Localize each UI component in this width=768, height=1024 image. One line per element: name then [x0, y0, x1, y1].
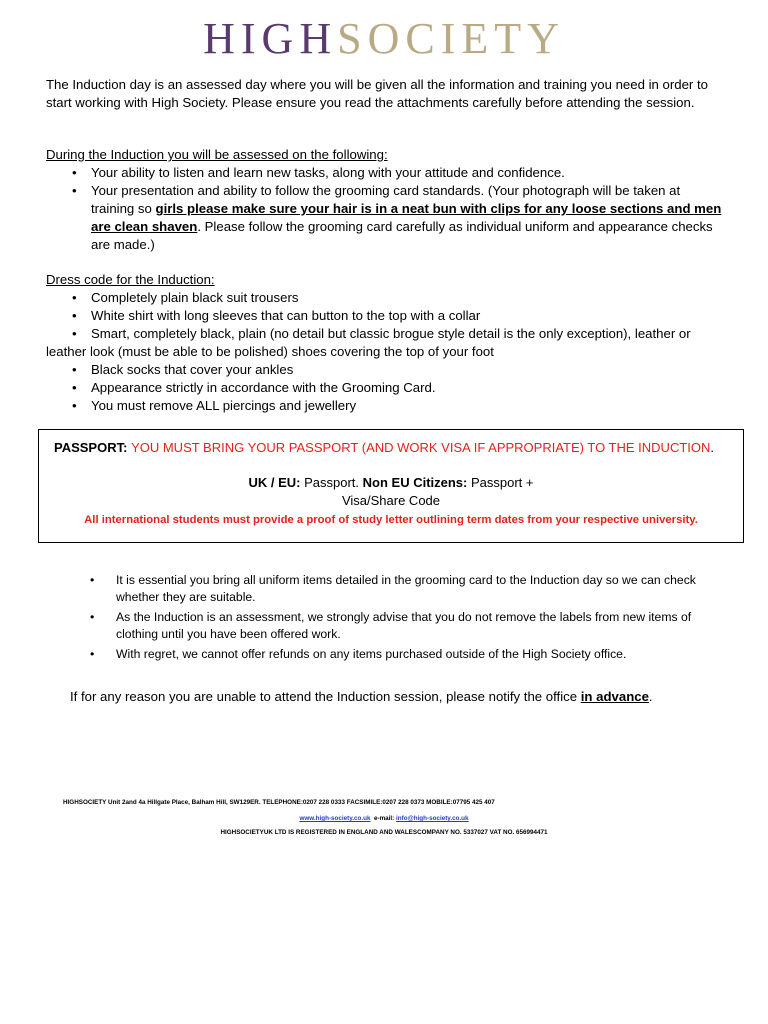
list-item: [46, 307, 726, 325]
list-item-text: With regret, we cannot offer refunds on any items purchased outside of the High Society office.: [116, 647, 627, 661]
bullet-icon: •: [90, 610, 95, 624]
list-item: [90, 572, 720, 606]
notes-list: [90, 572, 720, 666]
list-item: [46, 182, 726, 254]
notify-period: .: [648, 689, 653, 704]
list-item: [46, 164, 726, 182]
bullet-icon: •: [72, 362, 77, 377]
in-advance-emphasis: in advance: [580, 689, 649, 704]
international-students-notice: All international students must provide a proof of study letter outlining term dates from your respective university.: [84, 514, 698, 526]
uk-eu-text: Passport.: [304, 475, 363, 490]
list-item-text: Completely plain black suit trousers: [91, 290, 299, 305]
grooming-emphasis: girls please make sure your hair is in a neat bun with clips for any loose sections and men are clean shaven: [91, 201, 722, 234]
list-item-text: White shirt with long sleeves that can button to the top with a collar: [91, 308, 481, 323]
bullet-icon: •: [72, 183, 77, 198]
dress-code-heading: Dress code for the Induction:: [46, 272, 215, 287]
uk-eu-label: UK / EU:: [248, 475, 305, 490]
passport-period: .: [710, 440, 715, 455]
passport-message: YOU MUST BRING YOUR PASSPORT (AND WORK VISA IF APPROPRIATE) TO THE INDUCTION: [131, 440, 711, 455]
bullet-icon: •: [90, 647, 95, 661]
passport-line: [54, 440, 714, 456]
passport-notice-box: [38, 429, 744, 543]
footer-company-registration: HIGHSOCIETYUK LTD IS REGISTERED IN ENGLAND AND WALESCOMPANY NO. 5337027 VAT NO. 656994471: [220, 829, 548, 836]
list-item: [46, 325, 726, 361]
list-item: [90, 609, 720, 643]
footer-address: HIGHSOCIETY Unit 2and 4a Hillgate Place, Balham Hill, SW129ER. TELEPHONE:0207 228 0333 FACSIMILE:0207 228 0373 MOBILE:07795 425 407: [63, 799, 495, 806]
non-eu-label: Non EU Citizens:: [362, 475, 471, 490]
list-item-text: It is essential you bring all uniform items detailed in the grooming card to the Induction day so we can check whether they are suitable.: [116, 573, 696, 604]
email-label: e-mail:: [373, 815, 397, 822]
bullet-icon: •: [72, 308, 77, 323]
list-item: [46, 379, 726, 397]
bullet-icon: •: [72, 290, 77, 305]
footer-contact: [0, 814, 768, 823]
bullet-icon: •: [72, 398, 77, 413]
email-link[interactable]: info@high-society.co.uk: [396, 815, 469, 822]
assessment-heading: During the Induction you will be assessed on the following:: [46, 147, 388, 162]
citizenship-requirements: [39, 474, 743, 510]
list-item: [46, 397, 726, 415]
logo-high: HIGH: [203, 14, 338, 63]
assessment-list: [46, 164, 726, 254]
list-item-text: Black socks that cover your ankles: [91, 362, 294, 377]
list-item-text: Your presentation and ability to follow the grooming card standards. (Your photograph will be taken at training so: [91, 183, 681, 216]
bullet-icon: •: [72, 326, 77, 341]
bullet-icon: •: [72, 380, 77, 395]
non-eu-text: Passport +: [470, 475, 534, 490]
list-item-text: Smart, completely black, plain (no detail but classic brogue style detail is the only exception), leather or leather look (must be able to be polished) shoes covering the top of your foot: [46, 326, 691, 359]
logo-society: SOCIETY: [337, 14, 565, 63]
dress-code-list: [46, 289, 726, 415]
list-item-text: You must remove ALL piercings and jewellery: [91, 398, 357, 413]
list-item-text: As the Induction is an assessment, we strongly advise that you do not remove the labels from new items of clothing until you have been offered work.: [116, 610, 692, 641]
list-item-text: Your ability to listen and learn new tasks, along with your attitude and confidence.: [91, 165, 565, 180]
intro-paragraph: The Induction day is an assessed day where you will be given all the information and training you need in order to start working with High Society. Please ensure you read the attachments carefully before attending the session.: [46, 77, 708, 110]
passport-label: PASSPORT:: [54, 440, 132, 455]
bullet-icon: •: [72, 165, 77, 180]
list-item: [90, 646, 720, 663]
list-item: [46, 361, 726, 379]
company-logo: [0, 14, 768, 64]
notify-office-line: [70, 688, 653, 706]
non-eu-text-2: Visa/Share Code: [341, 493, 441, 508]
list-item-text: . Please follow the grooming card carefully as individual uniform and appearance checks are made.): [91, 219, 713, 252]
notify-text: If for any reason you are unable to attend the Induction session, please notify the office: [70, 689, 581, 704]
website-link[interactable]: www.high-society.co.uk: [299, 815, 371, 822]
bullet-icon: •: [90, 573, 95, 587]
list-item-text: Appearance strictly in accordance with the Grooming Card.: [91, 380, 436, 395]
list-item: [46, 289, 726, 307]
